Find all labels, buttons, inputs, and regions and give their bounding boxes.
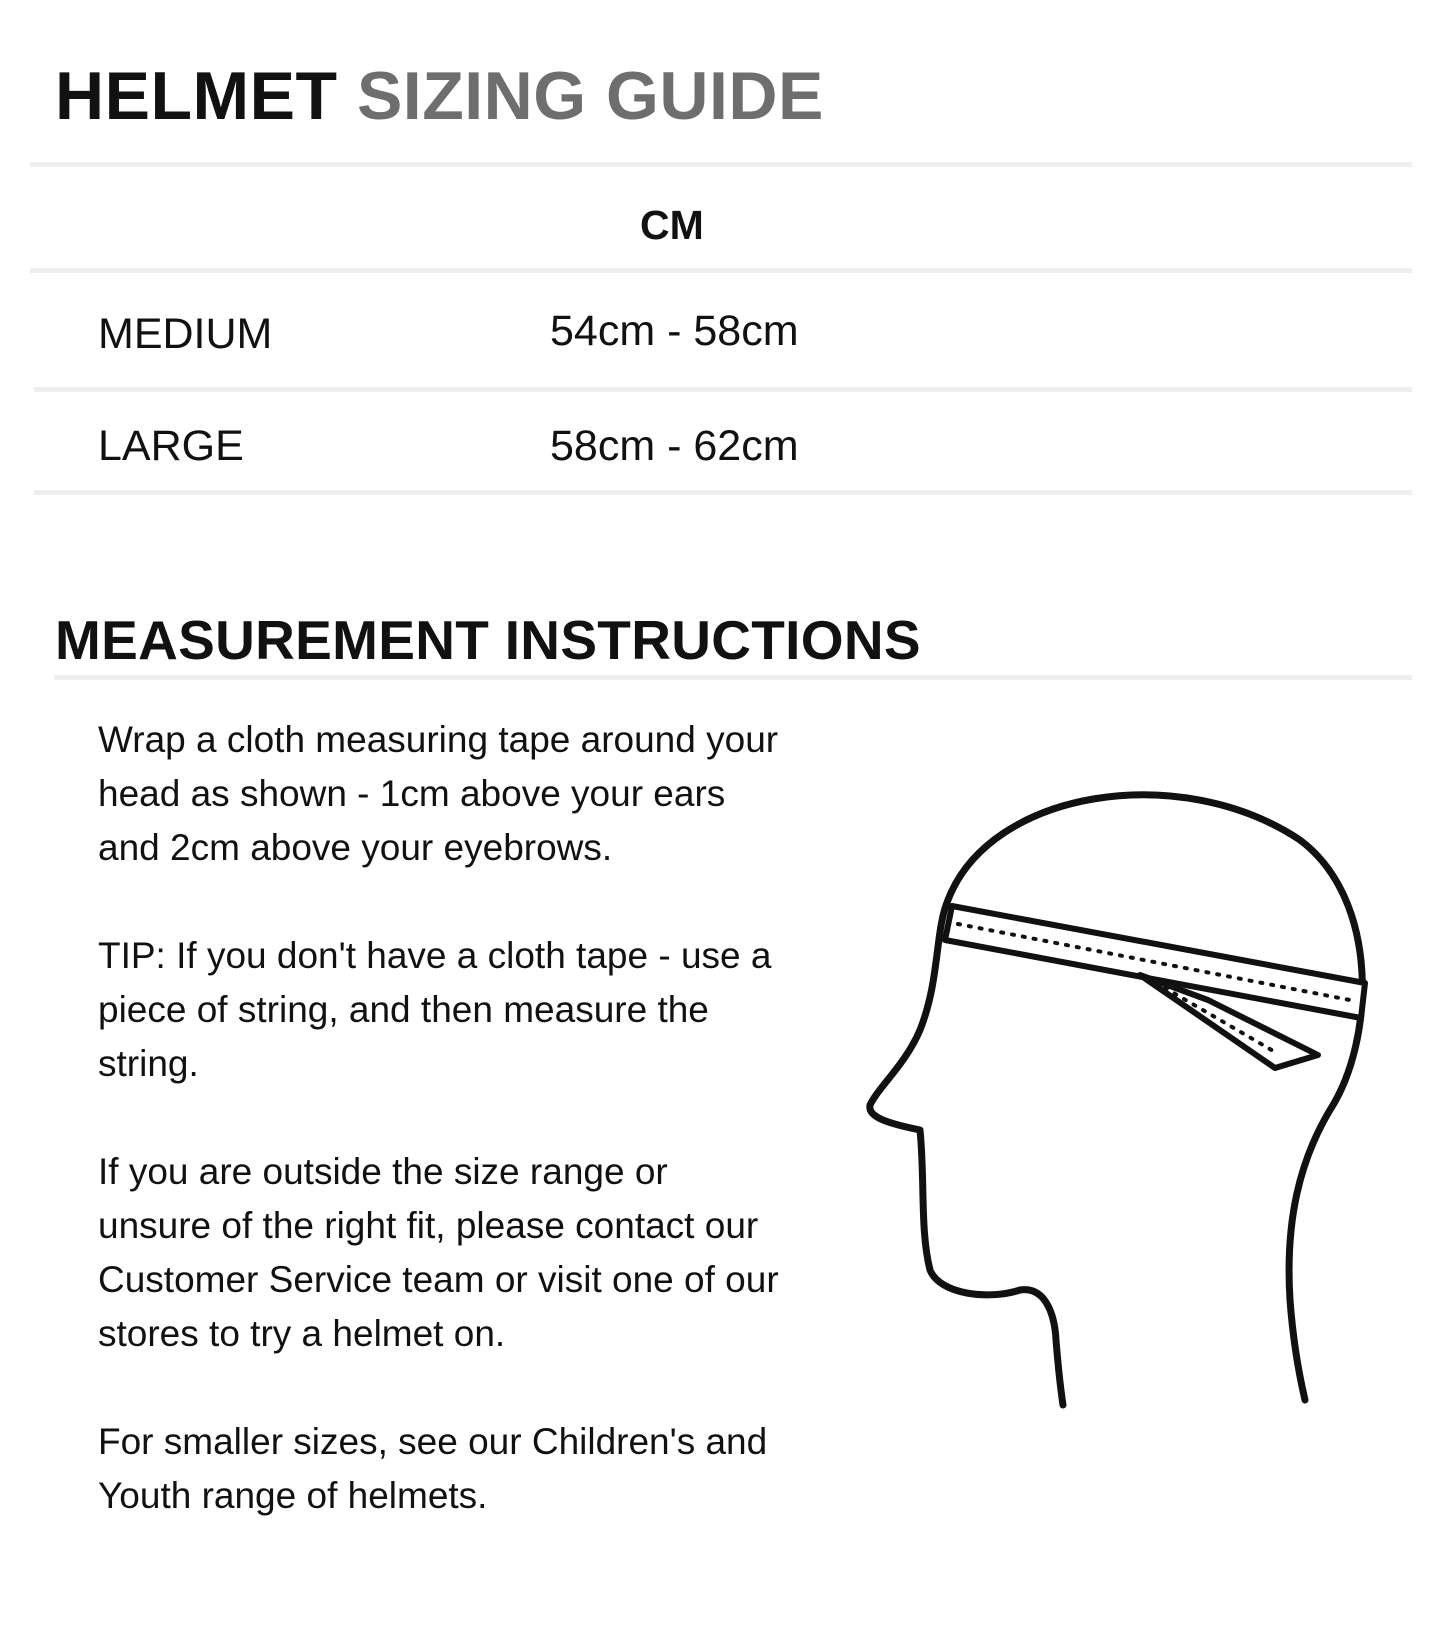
instructions-text — [98, 713, 788, 1577]
divider — [30, 268, 1412, 273]
instruction-paragraph: For smaller sizes, see our Children's and Youth range of helmets. — [98, 1421, 768, 1516]
divider — [34, 490, 1412, 495]
divider — [30, 162, 1412, 167]
instruction-paragraph: If you are outside the size range or unsure of the right fit, please contact our Customer Service team or visit one of our stores to try a helmet on. — [98, 1151, 779, 1354]
size-label: MEDIUM — [98, 310, 273, 358]
instructions-title: MEASUREMENT INSTRUCTIONS — [55, 609, 921, 671]
face-outline — [870, 900, 1063, 1405]
size-label: LARGE — [98, 422, 244, 470]
divider — [54, 675, 1412, 680]
head-outline — [948, 795, 1362, 1400]
instruction-paragraph: Wrap a cloth measuring tape around your head as shown - 1cm above your ears and 2cm above your eyebrows. — [98, 719, 779, 868]
size-range: 54cm - 58cm — [550, 307, 799, 355]
size-range: 58cm - 62cm — [550, 422, 799, 470]
divider — [34, 387, 1412, 392]
instruction-paragraph: TIP: If you don't have a cloth tape - use a piece of string, and then measure the string. — [98, 935, 772, 1084]
page-title — [55, 58, 824, 134]
page-title-secondary: SIZING GUIDE — [356, 58, 824, 134]
column-header-cm: CM — [640, 202, 704, 248]
head-measuring-tape-icon — [860, 770, 1380, 1420]
page-title-primary: HELMET — [55, 58, 338, 134]
